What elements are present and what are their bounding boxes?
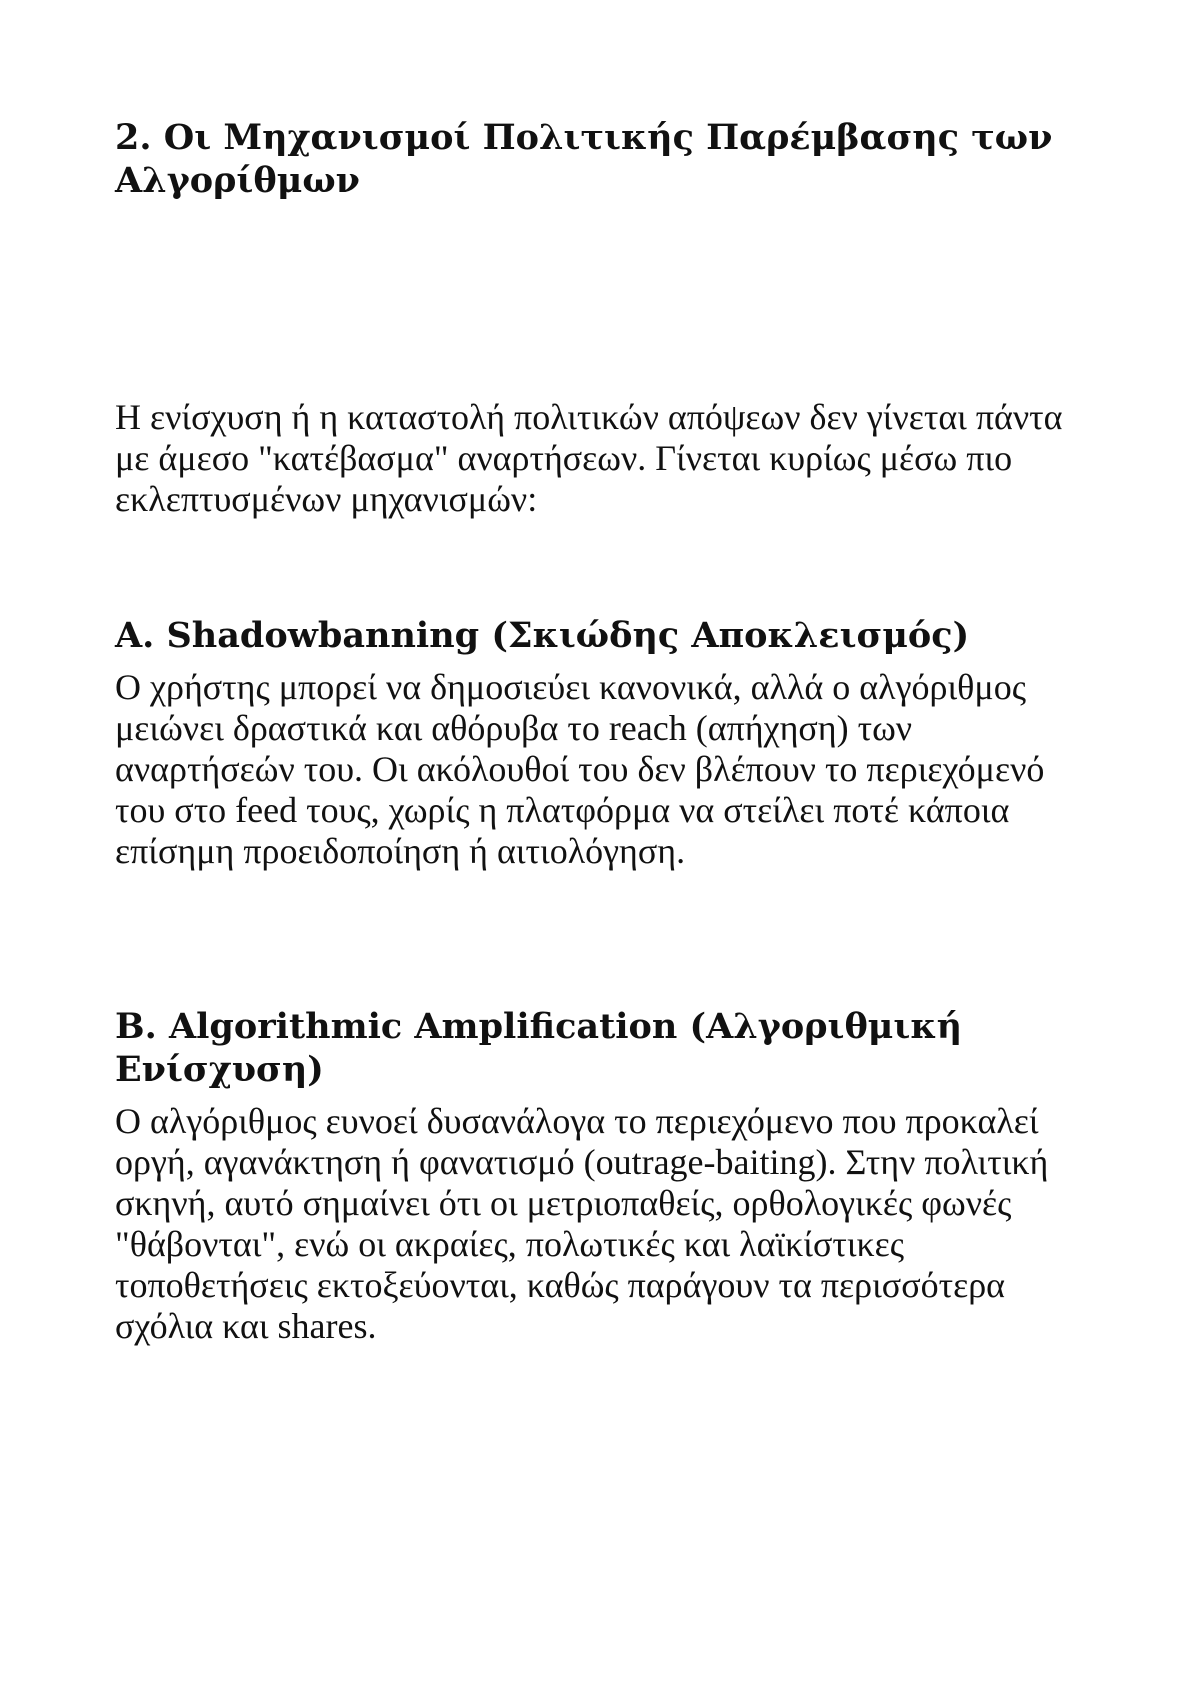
amplification-paragraph: Ο αλγόριθμος ευνοεί δυσανάλογα το περιεχόμενο που προκαλεί οργή, αγανάκτηση ή φανατισμό (outrage-baiting). Στην πολιτική σκηνή, αυτό σημαίνει ότι οι μετριοπαθείς, ορθολογικές φωνές "θάβονται", ενώ οι ακραίες, πολωτικές και λαϊκίστικες τοποθετήσεις εκτοξεύονται, καθώς παράγουν τα περισσότερα σχόλια και shares. (115, 1101, 1049, 1346)
section-title: 2. Οι Μηχανισμοί Πολιτικής Παρέμβασης των Αλγορίθμων (115, 117, 1053, 201)
shadowbanning-paragraph: Ο χρήστης μπορεί να δημοσιεύει κανονικά, αλλά ο αλγόριθμος μειώνει δραστικά και αθόρυβα το reach (απήχηση) των αναρτήσεών του. Οι ακόλουθοί του δεν βλέπουν το περιεχόμενό του στο feed τους, χωρίς η πλατφόρμα να στείλει ποτέ κάποια επίσημη προειδοποίηση ή αιτιολόγηση. (115, 667, 1045, 871)
amplification-heading: B. Algorithmic Amplification (Αλγοριθμική Ενίσχυση) (115, 1006, 963, 1090)
shadowbanning-heading: A. Shadowbanning (Σκιώδης Αποκλεισμός) (115, 615, 970, 656)
intro-paragraph: Η ενίσχυση ή η καταστολή πολιτικών απόψεων δεν γίνεται πάντα με άμεσο "κατέβασμα" αναρτήσεων. Γίνεται κυρίως μέσω πιο εκλεπτυσμένων μηχανισμών: (115, 397, 1063, 519)
